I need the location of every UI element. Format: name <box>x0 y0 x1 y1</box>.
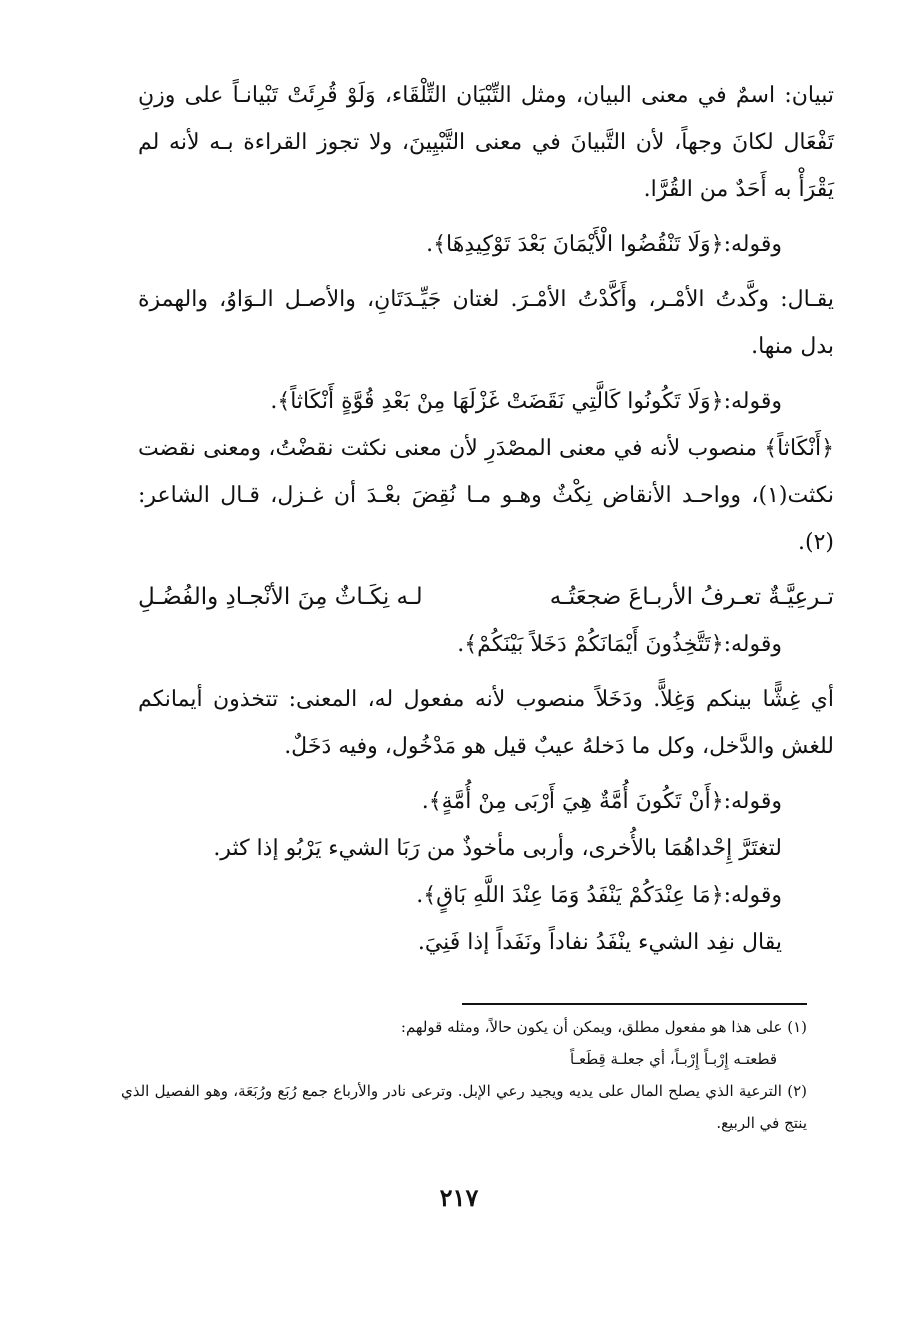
footnote-1: (١) على هذا هو مفعول مطلق، ويمكن أن يكون حالاً، ومثله قولهم: <box>400 1018 807 1036</box>
quran-quote-4: وقوله:﴿أَنْ تَكُونَ أُمَّةٌ هِيَ أَرْبَى مِنْ أُمَّةٍ﴾. <box>421 789 782 814</box>
quran-quote-5: وقوله:﴿مَا عِنْدَكُمْ يَنْفَدُ وَمَا عِنْدَ اللَّهِ بَاقٍ﴾. <box>416 883 782 908</box>
footnotes <box>121 1011 807 1139</box>
verse-first-hemistich: تـرعِيَّـةٌ تعـرفُ الأربـاعَ ضجعَتُـه <box>549 584 834 610</box>
paragraph-wakkadtu: يقـال: وكَّدتُ الأمْـر، وأَكَّدْتُ الأمْـرَ. لغتان جَيِّـدَتَانِ، والأصـل الـوَاوُ، والهمزة بدل منها. <box>138 287 834 359</box>
quran-quote-1: وقوله:﴿وَلَا تَنْقُضُوا الْأَيْمَانَ بَعْدَ تَوْكِيدِهَا﴾. <box>426 232 782 257</box>
page-number: ٢١٧ <box>439 1183 479 1212</box>
paragraph-tibyan: تبيان: اسمٌ في معنى البيان، ومثل التِّبْيَان التِّلْقَاء، وَلَوْ قُرِئَتْ تَبْيانـاً على وزنِ تَفْعَال لكانَ وجهاً، لأن التَّبيانَ في معنى التَّبْيِينَ، ولا تجوز القراءة بـه لأنه لم يَقْرَأْ به أَحَدٌ من القُرَّا. <box>138 83 834 202</box>
quran-quote-3: وقوله:﴿تَتَّخِذُونَ أَيْمَانَكُمْ دَخَلاً بَيْنَكُمْ﴾. <box>457 632 782 657</box>
paragraph-dakhal: أي غِشًّا بينكم وَغِلاًّ. ودَخَلاً منصوب لأنه مفعول له، المعنى: تتخذون أيمانكم للغش والدَّخل، وكل ما دَخلهُ عيبٌ قيل هو مَدْخُول، وفيه دَخَلٌ. <box>138 687 834 759</box>
main-text <box>138 72 834 966</box>
verse-second-hemistich: لـه نِكَـاثٌ مِنَ الأنْجـادِ والفُضُـلِ <box>138 584 423 610</box>
footnote-2: (٢) الترعية الذي يصلح المال على يديه ويجيد رعي الإبل. وترعى نادر والأرباع جمع رُبَع ورُبَعَة، وهو الفصيل الذي ينتج في الربيع. <box>121 1082 807 1132</box>
paragraph-ankathan: ﴿أَنْكَاثاً﴾ منصوب لأنه في معنى المصْدَرِ لأن معنى نكثت نقضْتُ، ومعنى نقضت نكثت(١)، وواحـد الأنقاض نِكْثٌ وهـو مـا نُقِضَ بعْـدَ أن غـزل، قـال الشاعر: (٢). <box>138 436 834 555</box>
line-nafida: يقال نفِد الشيء ينْفَدُ نفاداً ونَفَداً إذا فَنِيَ. <box>417 930 782 955</box>
footnote-separator <box>462 1003 807 1005</box>
line-arba: لتغتَرَّ إِحْداهُمَا بالأُخرى، وأربى مأخوذٌ من رَبَا الشيء يَرْبُو إذا كثر. <box>213 836 782 861</box>
footnote-1-example: قطعتـه إِرْبـاً إِرْبـاً، أي جعلـة قِطَعـاً <box>570 1050 777 1068</box>
quran-quote-2: وقوله:﴿وَلَا تَكُونُوا كَالَّتِي نَقَضَتْ غَزْلَهَا مِنْ بَعْدِ قُوَّةٍ أَنْكَاثاً﴾. <box>270 389 782 414</box>
poetry-verse <box>138 574 834 621</box>
